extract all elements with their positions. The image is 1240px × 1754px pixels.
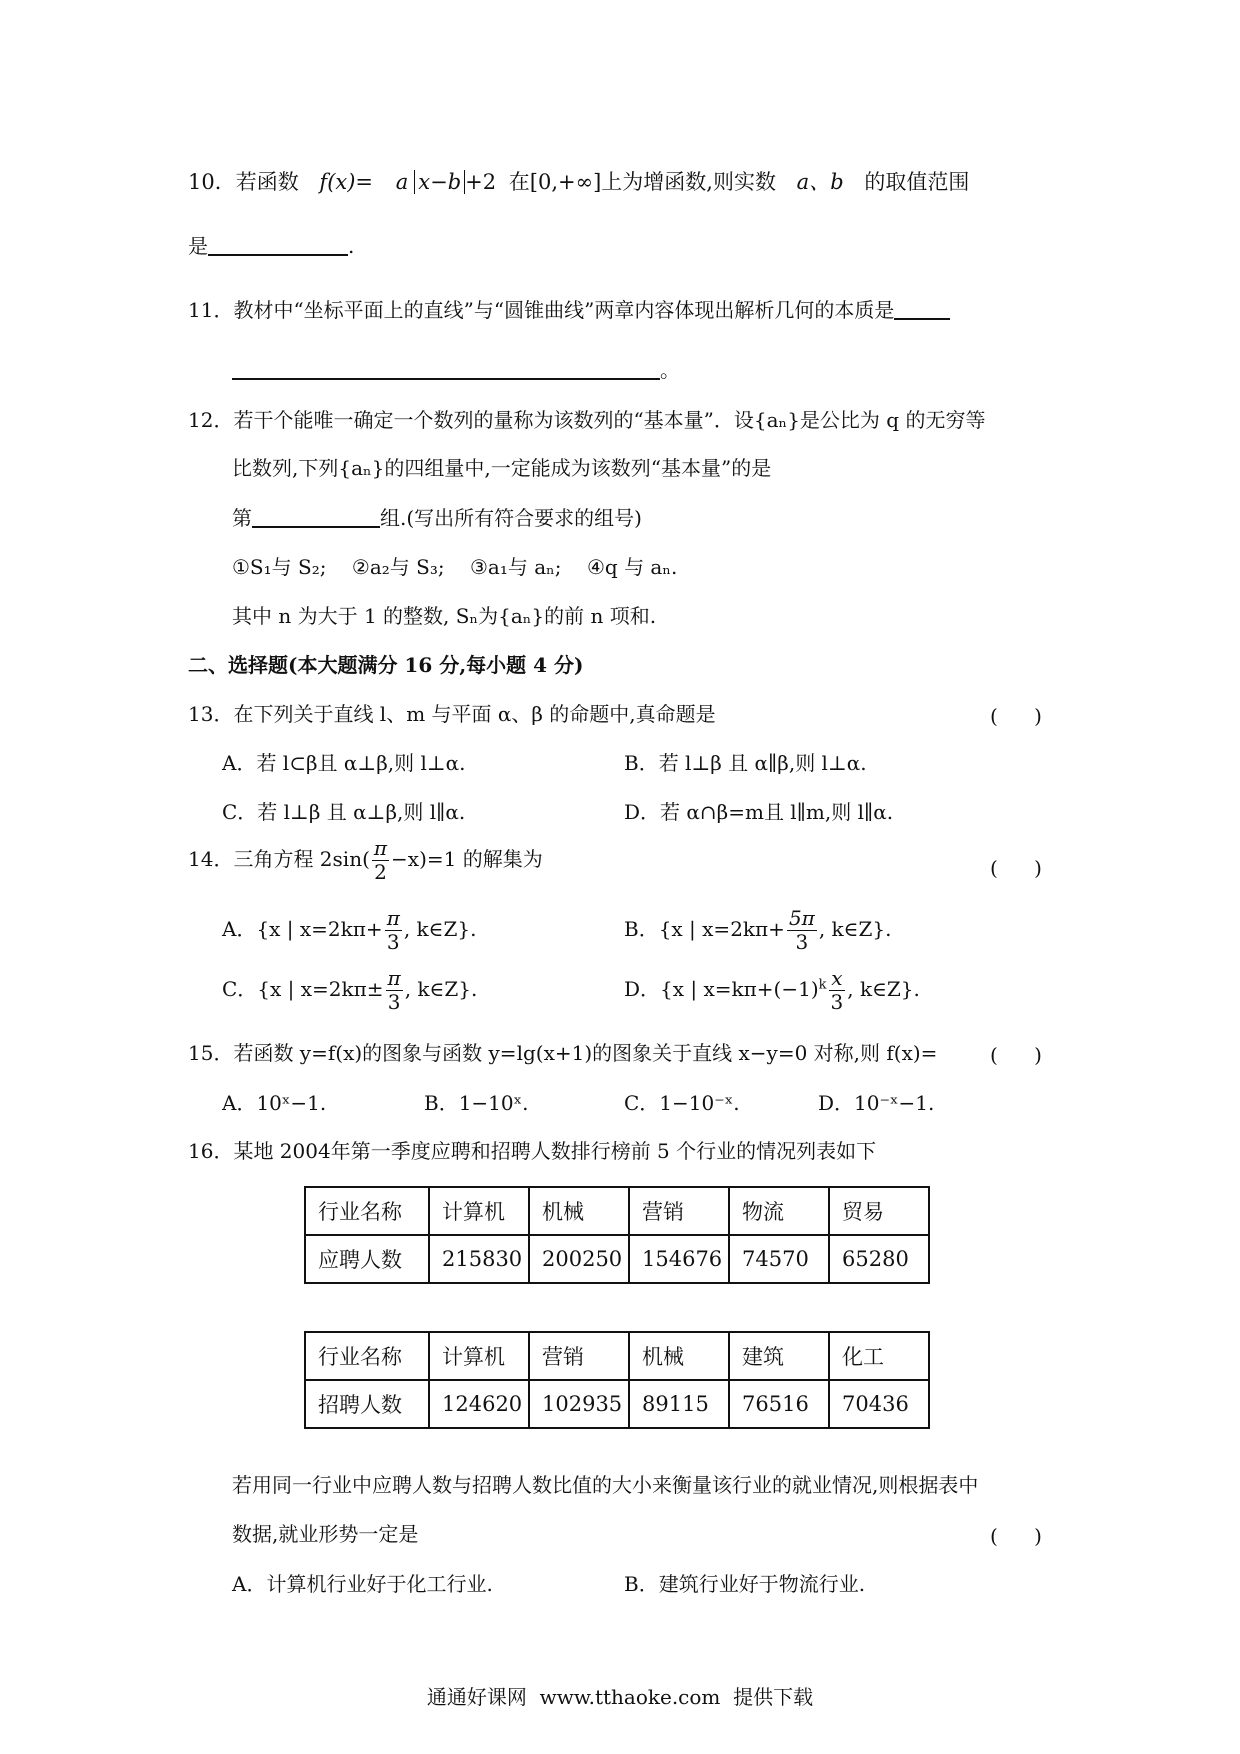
section-title: 二、选择题(本大题满分 16 分,每小题 4 分) [188, 653, 584, 677]
table-cell: 营销 [529, 1332, 629, 1380]
table-cell: 74570 [729, 1235, 829, 1283]
q14-option-c[interactable] [222, 968, 477, 1013]
q10-abs-expr: x−b [418, 170, 462, 194]
recruits-table [304, 1331, 930, 1429]
q16-para2: 数据,就业形势一定是 [232, 1522, 419, 1546]
table-cell: 70436 [829, 1380, 929, 1428]
q15-option-d[interactable]: D．10⁻ˣ−1. [818, 1091, 935, 1115]
option-a-pre: A．{x | x=2kπ+ [222, 917, 383, 941]
q11-line2-end: 。 [660, 358, 680, 382]
applicants-table [304, 1186, 930, 1284]
q13-option-a[interactable]: A．若 l⊂β且 α⊥β,则 l⊥α. [222, 751, 466, 775]
option-c-post: , k∈Z}. [404, 977, 478, 1001]
q10-line2-end: . [348, 234, 355, 258]
q14-stem [188, 838, 543, 883]
q10-mid: 在[0,+∞]上为增函数,则实数 [508, 170, 776, 194]
q11-line2 [232, 360, 680, 380]
table-cell: 154676 [629, 1235, 729, 1283]
frac-den: 2 [374, 860, 387, 884]
q10-vars: a、b [796, 170, 844, 194]
q14-stem-frac [372, 838, 389, 883]
q14-stem-pre: 14．三角方程 2sin( [188, 847, 370, 871]
table-cell: 215830 [429, 1235, 529, 1283]
q12-line1: 12．若干个能唯一确定一个数列的量称为该数列的“基本量”．设{aₙ}是公比为 q 的无穷等 [188, 408, 986, 432]
q12-note: 其中 n 为大于 1 的整数, Sₙ为{aₙ}的前 n 项和. [232, 604, 657, 628]
frac-num: π [373, 836, 388, 860]
q15-option-a[interactable]: A．10ˣ−1. [222, 1091, 327, 1115]
q13-option-b[interactable]: B．若 l⊥β 且 α∥β,则 l⊥α. [624, 751, 867, 775]
option-d-sup: k [818, 977, 827, 993]
q13-option-d[interactable]: D．若 α∩β=m且 l∥m,则 l∥α. [624, 800, 894, 824]
table-cell: 物流 [729, 1187, 829, 1235]
table-cell: 计算机 [429, 1187, 529, 1235]
table-row [305, 1380, 929, 1428]
q15-stem: 15．若函数 y=f(x)的图象与函数 y=lg(x+1)的图象关于直线 x−y=0 对称,则 f(x)= [188, 1041, 938, 1065]
table-cell: 营销 [629, 1187, 729, 1235]
q14-option-b[interactable] [624, 908, 891, 953]
table-cell: 89115 [629, 1380, 729, 1428]
table-cell: 行业名称 [305, 1187, 429, 1235]
q10-end: 的取值范围 [864, 170, 970, 194]
table-cell: 化工 [829, 1332, 929, 1380]
q13-stem: 13．在下列关于直线 l、m 与平面 α、β 的命题中,真命题是 [188, 702, 716, 726]
table-cell: 计算机 [429, 1332, 529, 1380]
table-row [305, 1332, 929, 1380]
table-cell: 机械 [629, 1332, 729, 1380]
answer-paren[interactable]: ( ) [990, 856, 1042, 880]
q12-line3-pre: 第 [232, 506, 252, 530]
option-a-post: , k∈Z}. [403, 917, 477, 941]
frac-num: 5π [788, 906, 815, 930]
option-a-frac [385, 908, 402, 953]
frac-den: 3 [387, 990, 401, 1014]
option-b-frac [787, 908, 817, 953]
q10-line2-text: 是 [188, 234, 208, 258]
table-cell: 贸易 [829, 1187, 929, 1235]
table-cell: 76516 [729, 1380, 829, 1428]
q10-abs [414, 170, 465, 194]
table-cell: 102935 [529, 1380, 629, 1428]
q10-expr-tail: +2 [465, 170, 497, 194]
frac-den: 3 [795, 930, 809, 954]
option-d-frac [829, 968, 846, 1013]
q11-line1 [188, 300, 950, 320]
option-b-pre: B．{x | x=2kπ+ [624, 917, 785, 941]
q10-func: f(x)= [319, 170, 374, 194]
page-footer: 通通好课网 www.tthaoke.com 提供下载 [426, 1685, 814, 1709]
table-cell: 124620 [429, 1380, 529, 1428]
frac-den: 3 [386, 930, 400, 954]
table-row [305, 1235, 929, 1283]
q16-para1: 若用同一行业中应聘人数与招聘人数比值的大小来衡量该行业的就业情况,则根据表中 [232, 1473, 979, 1497]
table-cell: 行业名称 [305, 1332, 429, 1380]
option-b-post: , k∈Z}. [818, 917, 892, 941]
table-cell: 应聘人数 [305, 1235, 429, 1283]
option-d-post: , k∈Z}. [847, 977, 920, 1001]
q12-options: ①S₁与 S₂; ②a₂与 S₃; ③a₁与 aₙ; ④q 与 aₙ. [232, 555, 678, 579]
q16-option-b[interactable]: B．建筑行业好于物流行业. [624, 1572, 866, 1596]
q12-line2: 比数列,下列{aₙ}的四组量中,一定能成为该数列“基本量”的是 [232, 456, 772, 480]
answer-blank[interactable] [208, 252, 348, 256]
q16-stem: 16．某地 2004年第一季度应聘和招聘人数排行榜前 5 个行业的情况列表如下 [188, 1139, 877, 1163]
table-cell: 建筑 [729, 1332, 829, 1380]
frac-num: π [387, 966, 401, 990]
q14-option-a[interactable] [222, 908, 476, 953]
q10-line2 [188, 236, 354, 256]
table-cell: 机械 [529, 1187, 629, 1235]
q10-prefix: 10．若函数 [188, 170, 299, 194]
frac-num: x [831, 966, 843, 990]
table-cell: 65280 [829, 1235, 929, 1283]
option-d-pre: D．{x | x=kπ+(−1) [624, 977, 819, 1001]
q10-expr-a: a [395, 170, 409, 194]
table-row [305, 1187, 929, 1235]
q15-option-c[interactable]: C．1−10⁻ˣ. [624, 1091, 740, 1115]
answer-paren[interactable]: ( ) [990, 1524, 1042, 1548]
option-c-pre: C．{x | x=2kπ± [222, 977, 384, 1001]
table-cell: 200250 [529, 1235, 629, 1283]
answer-blank[interactable] [252, 524, 380, 528]
q16-option-a[interactable]: A．计算机行业好于化工行业. [232, 1572, 493, 1596]
q12-line3 [232, 508, 642, 528]
q13-option-c[interactable]: C．若 l⊥β 且 α⊥β,则 l∥α. [222, 800, 466, 824]
q11-text: 11．教材中“坐标平面上的直线”与“圆锥曲线”两章内容体现出解析几何的本质是 [188, 298, 895, 322]
frac-den: 3 [830, 990, 844, 1014]
answer-blank[interactable] [894, 316, 950, 320]
q10-line1 [188, 172, 969, 193]
q14-stem-post: −x)=1 的解集为 [391, 847, 543, 871]
q14-option-d[interactable] [624, 968, 920, 1013]
answer-paren[interactable]: ( ) [990, 704, 1042, 728]
option-c-frac [386, 968, 403, 1013]
q15-option-b[interactable]: B．1−10ˣ. [424, 1091, 529, 1115]
q12-line3-post: 组.(写出所有符合要求的组号) [380, 506, 642, 530]
answer-blank[interactable] [232, 376, 660, 380]
frac-num: π [386, 906, 400, 930]
table-cell: 招聘人数 [305, 1380, 429, 1428]
answer-paren[interactable]: ( ) [990, 1043, 1042, 1067]
